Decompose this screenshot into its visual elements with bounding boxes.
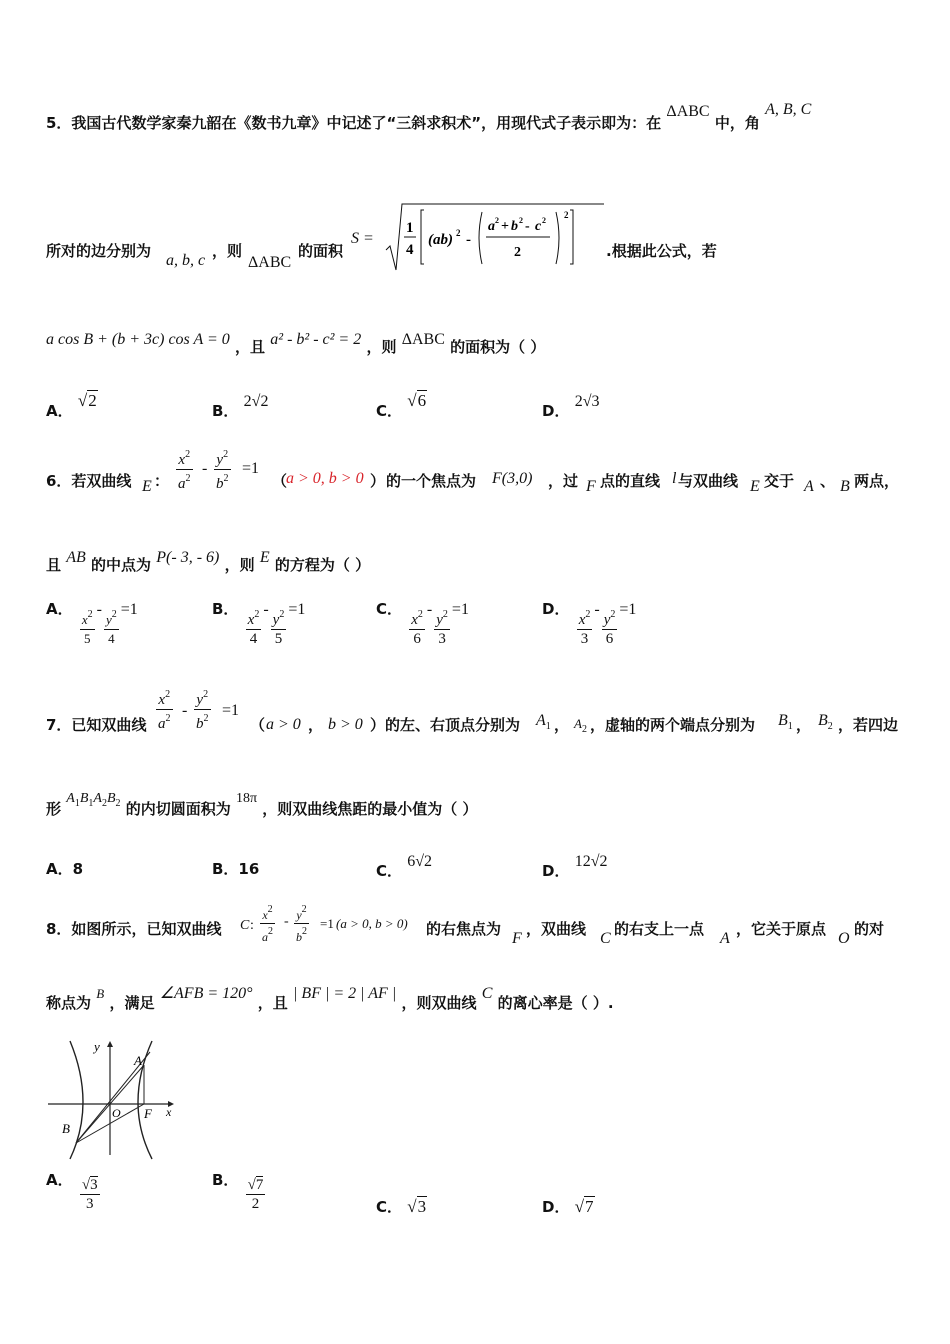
label-b: B bbox=[62, 1121, 70, 1136]
q6-text: 且 bbox=[46, 556, 62, 574]
q6-eq-one: =1 bbox=[242, 460, 260, 477]
q5-text: 所对的边分别为 bbox=[46, 242, 152, 260]
q6-option-c[interactable]: C． $\frac{x^2}{6}$ - $\frac{y^2}{3}$ =1 bbox=[376, 599, 469, 647]
svg-text:-: - bbox=[466, 232, 471, 248]
q8-text: 的对 bbox=[854, 920, 885, 938]
q6-text: 的方程为（ ） bbox=[274, 556, 371, 574]
q7-option-a[interactable] bbox=[46, 858, 83, 879]
q6-option-b[interactable]: B． $\frac{x^2}{4}$ - $\frac{y^2}{5}$ =1 bbox=[212, 599, 306, 647]
label-o: O bbox=[112, 1106, 121, 1120]
q6-curve-name: E bbox=[142, 478, 152, 495]
q6-sep: 、 bbox=[820, 472, 836, 490]
q6-ab: AB bbox=[66, 549, 86, 566]
q6-b: B bbox=[840, 478, 850, 495]
q6-text: 交于 bbox=[764, 472, 795, 490]
frac: $\frac{y^2}{3}$ bbox=[434, 606, 450, 648]
q5-sides: a, b, c bbox=[166, 252, 206, 269]
option-letter: B． bbox=[212, 599, 239, 618]
frac: $\frac{y^2}{6}$ bbox=[602, 606, 618, 648]
radicand: 6 bbox=[417, 391, 427, 410]
q5-option-a[interactable] bbox=[46, 391, 98, 420]
svg-text:4: 4 bbox=[406, 242, 414, 258]
option-letter: D． bbox=[542, 599, 570, 618]
option-letter: B． bbox=[212, 1171, 239, 1189]
q8-eq-one: =1 bbox=[320, 916, 334, 931]
q7-cond-b: b > 0 bbox=[328, 716, 363, 733]
q6-focus: F(3,0) bbox=[492, 470, 533, 487]
q7-eq-frac-y: $\frac{y^2}{b^2}$ bbox=[194, 686, 211, 733]
frac: $\frac{x^2}{3}$ bbox=[577, 606, 593, 648]
q7-eq-one: =1 bbox=[222, 702, 240, 719]
q8-eq-frac-x: $\frac{x^2}{a^2}$ bbox=[262, 904, 273, 944]
q7-line1 bbox=[46, 686, 926, 736]
svg-text:c: c bbox=[535, 219, 542, 234]
svg-text:a: a bbox=[488, 219, 495, 234]
q7-quad: $A_1B_1A_2B_2$ bbox=[66, 791, 121, 809]
option-letter: C． bbox=[376, 862, 403, 880]
q6-eq-frac-x: $\frac{x^2}{a^2}$ bbox=[176, 446, 193, 493]
svg-text:1: 1 bbox=[406, 220, 414, 236]
q5-text: ，且 bbox=[235, 338, 266, 356]
q8-angle: ∠AFB = 120° bbox=[159, 985, 253, 1002]
q6-text: 的中点为 bbox=[91, 556, 152, 574]
q6-text: 的一个焦点为 bbox=[386, 472, 477, 490]
q7-option-c[interactable] bbox=[376, 853, 433, 880]
q8-line1 bbox=[46, 902, 926, 952]
q6-a: A bbox=[804, 478, 814, 495]
q6-paren: （ bbox=[272, 472, 288, 490]
q7-option-d[interactable] bbox=[542, 853, 608, 880]
q6-option-d[interactable]: D． $\frac{x^2}{3}$ - $\frac{y^2}{6}$ =1 bbox=[542, 599, 637, 647]
q7-text: ，虚轴的两个端点分别为 bbox=[590, 716, 756, 734]
q7-text: 的内切圆面积为 bbox=[125, 800, 231, 818]
left-branch bbox=[70, 1041, 83, 1159]
label-x: x bbox=[166, 1105, 172, 1119]
q8-c: C bbox=[240, 918, 250, 933]
q8-value-d: √7 bbox=[574, 1197, 594, 1216]
q6-point-p: P(- 3, - 6) bbox=[156, 549, 220, 566]
q5-triangle: ΔABC bbox=[401, 331, 445, 348]
option-letter: C． bbox=[376, 1198, 403, 1216]
q6-text: 与双曲线 bbox=[678, 472, 739, 490]
q7-comma: ， bbox=[308, 716, 324, 734]
q5-triangle: ΔABC bbox=[248, 254, 292, 271]
q7-text: 7．已知双曲线 bbox=[46, 716, 147, 734]
q5-formula bbox=[384, 202, 602, 270]
q5-option-c[interactable] bbox=[376, 391, 427, 420]
q6-text: ，则 bbox=[224, 556, 255, 574]
option-letter: A． bbox=[46, 402, 73, 420]
y-axis-arrow bbox=[107, 1041, 113, 1047]
q5-condition2: a² - b² - c² = 2 bbox=[270, 331, 362, 348]
q8-b: B bbox=[96, 986, 105, 1001]
q6-text: 6．若双曲线 bbox=[46, 472, 132, 490]
label-a: A bbox=[134, 1053, 142, 1068]
q5-condition1: a cos B + (b + 3c) cos A = 0 bbox=[46, 331, 230, 348]
option-letter: C． bbox=[376, 402, 403, 420]
q5-formula-svg bbox=[384, 202, 609, 272]
q7-b2: $B_2$ bbox=[818, 712, 833, 732]
frac: $\frac{y^2}{5}$ bbox=[271, 606, 287, 648]
q6-e2: E bbox=[750, 478, 760, 495]
option-text: A．8 bbox=[46, 860, 84, 878]
svg-text:2: 2 bbox=[514, 245, 521, 260]
q6-paren: ） bbox=[370, 472, 386, 490]
q5-line1 bbox=[46, 101, 812, 133]
q8-text: 8．如图所示，已知双曲线 bbox=[46, 920, 222, 938]
frac: $\frac{√3}{3}$ bbox=[81, 1177, 98, 1212]
q7-comma: ， bbox=[554, 716, 570, 734]
q7-a2: $A_2$ bbox=[574, 716, 587, 735]
q5-text: 中，角 bbox=[714, 114, 760, 132]
hyperbola-figure bbox=[44, 1037, 184, 1162]
q5-text: 的面积 bbox=[298, 242, 344, 260]
q7-a1: $A_1$ bbox=[536, 712, 551, 732]
q6-line2 bbox=[46, 546, 371, 574]
q8-a: A bbox=[720, 930, 730, 947]
q6-e3: E bbox=[259, 549, 270, 566]
q5-text: 的面积为（ ） bbox=[450, 338, 546, 356]
q7-text: ，若四边 bbox=[838, 716, 899, 734]
q8-colon: : bbox=[250, 918, 254, 933]
option-letter: A． bbox=[46, 1171, 73, 1189]
q8-o: O bbox=[838, 930, 850, 947]
q8-condition: (a > 0, b > 0) bbox=[336, 916, 408, 931]
option-letter: B． bbox=[212, 402, 239, 420]
q5-value-a: √2 bbox=[77, 391, 97, 410]
svg-text:2: 2 bbox=[542, 216, 546, 225]
svg-text:+: + bbox=[501, 219, 509, 234]
q7-area: 18π bbox=[235, 791, 258, 806]
q8-option-b[interactable] bbox=[212, 1171, 267, 1213]
q5-option-b[interactable] bbox=[212, 393, 269, 420]
q8-dist: | BF | = 2 | AF | bbox=[293, 985, 397, 1002]
svg-text:2: 2 bbox=[519, 216, 523, 225]
q5-line3 bbox=[46, 328, 546, 356]
q7-value-d: 12√2 bbox=[574, 853, 608, 870]
q5-angles: A, B, C bbox=[765, 101, 812, 118]
q6-text: ，过 bbox=[548, 472, 579, 490]
q6-condition: a > 0, b > 0 bbox=[286, 470, 364, 487]
q8-option-a[interactable] bbox=[46, 1171, 102, 1213]
q7-line2 bbox=[46, 786, 478, 818]
q6-eq-frac-y: $\frac{y^2}{b^2}$ bbox=[214, 446, 231, 493]
q8-text: ，满足 bbox=[109, 994, 155, 1012]
frac: $\frac{√7}{2}$ bbox=[247, 1177, 264, 1212]
q8-text: 的右焦点为 bbox=[426, 920, 502, 938]
q6-l: l bbox=[672, 470, 677, 487]
q7-text: ，则双曲线焦距的最小值为（ ） bbox=[262, 800, 478, 818]
q6-option-a[interactable]: A． $\frac{x^2}{5}$ - $\frac{y^2}{4}$ =1 bbox=[46, 599, 138, 646]
q6-line1 bbox=[46, 448, 926, 498]
q5-text: ，则 bbox=[366, 338, 397, 356]
q7-cond-a: a > 0 bbox=[266, 716, 301, 733]
q7-eq-frac-x: $\frac{x^2}{a^2}$ bbox=[156, 686, 173, 733]
option-letter: D． bbox=[542, 402, 570, 420]
option-letter: A． bbox=[46, 599, 73, 618]
svg-text:2: 2 bbox=[564, 210, 569, 220]
q5-text: 5．我国古代数学家秦九韶在《数书九章》中记述了“三斜求积术”，用现代式子表示即为：在 bbox=[46, 114, 662, 132]
q8-c3: C bbox=[481, 985, 493, 1002]
q5-value-d: 2√3 bbox=[574, 393, 600, 410]
q7-minus: - bbox=[182, 702, 188, 719]
label-y: y bbox=[94, 1039, 100, 1054]
q8-text: ，则双曲线 bbox=[401, 994, 477, 1012]
q5-value-c: √6 bbox=[407, 391, 427, 410]
q5-text: ，则 bbox=[212, 242, 243, 260]
option-letter: D． bbox=[542, 1198, 570, 1216]
q8-text: ，双曲线 bbox=[526, 920, 587, 938]
q8-text: ，它关于原点 bbox=[736, 920, 827, 938]
q8-line2 bbox=[46, 982, 614, 1012]
q8-option-c[interactable] bbox=[376, 1196, 427, 1217]
q8-text: 的右支上一点 bbox=[614, 920, 705, 938]
q6-text: 两点， bbox=[854, 472, 900, 490]
q8-text: 的离心率是（ ）. bbox=[497, 994, 614, 1012]
option-letter: C． bbox=[376, 599, 403, 618]
q7-comma: ， bbox=[796, 716, 812, 734]
q5-option-d[interactable] bbox=[542, 393, 600, 420]
frac: $\frac{y^2}{4}$ bbox=[104, 606, 119, 648]
q8-text: ，且 bbox=[257, 994, 288, 1012]
svg-text:2: 2 bbox=[456, 228, 461, 238]
q5-triangle: ΔABC bbox=[666, 103, 710, 120]
q8-minus: - bbox=[284, 914, 289, 929]
frac: $\frac{x^2}{5}$ bbox=[80, 606, 95, 648]
q5-formula-s: S = bbox=[351, 230, 374, 247]
q6-text: 点的直线 bbox=[600, 472, 661, 490]
q7-paren: （ bbox=[250, 716, 266, 734]
q8-c2: C bbox=[600, 930, 611, 947]
q5-text: .根据此公式，若 bbox=[606, 242, 717, 260]
radicand: 2 bbox=[88, 391, 97, 410]
svg-text:-: - bbox=[525, 219, 530, 234]
svg-text:b: b bbox=[511, 219, 518, 234]
q6-f: F bbox=[586, 478, 596, 495]
option-letter: D． bbox=[542, 862, 570, 880]
option-text: B．16 bbox=[212, 860, 260, 878]
q8-eq-frac-y: $\frac{y^2}{b^2}$ bbox=[296, 904, 307, 944]
q7-text: 形 bbox=[46, 800, 62, 818]
q6-text: ： bbox=[154, 472, 170, 490]
q8-value-c: √3 bbox=[407, 1197, 427, 1216]
q5-value-b: 2√2 bbox=[243, 393, 269, 410]
label-f: F bbox=[144, 1106, 152, 1121]
q7-b1: $B_1$ bbox=[778, 712, 793, 732]
q7-value-c: 6√2 bbox=[407, 853, 433, 870]
q8-option-d[interactable] bbox=[542, 1196, 595, 1217]
frac: $\frac{x^2}{4}$ bbox=[246, 606, 262, 648]
q7-option-b[interactable] bbox=[212, 858, 259, 879]
svg-text:(ab): (ab) bbox=[428, 232, 453, 248]
q6-minus: - bbox=[202, 460, 208, 477]
q8-f: F bbox=[512, 930, 522, 947]
svg-text:2: 2 bbox=[495, 216, 499, 225]
frac: $\frac{x^2}{6}$ bbox=[409, 606, 425, 648]
q7-text: ）的左、右顶点分别为 bbox=[370, 716, 521, 734]
q8-text: 称点为 bbox=[46, 994, 92, 1012]
